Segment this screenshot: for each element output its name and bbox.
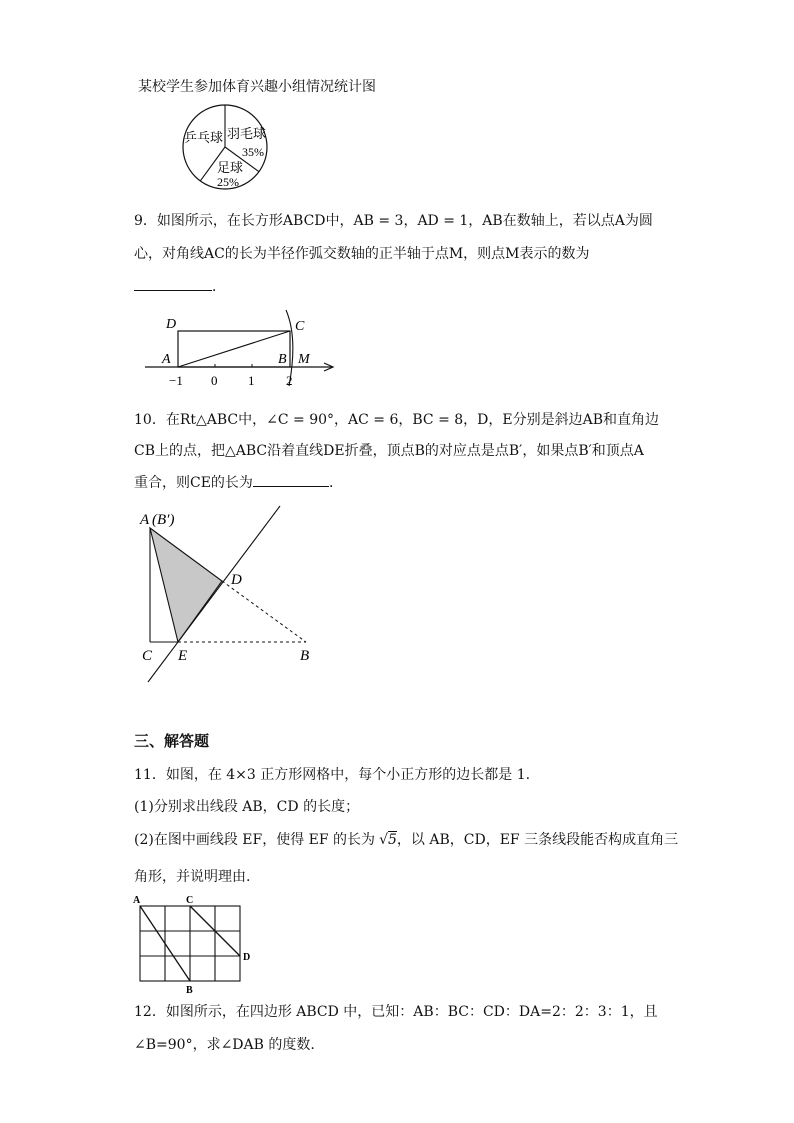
q11-line1: 11．如图，在 4×3 正方形网格中，每个小正方形的边长都是 1. xyxy=(134,767,531,783)
pie-label-pingpong: 乒乓球 xyxy=(184,130,224,145)
q10-figure xyxy=(136,502,336,690)
tick-label-1: 1 xyxy=(248,373,255,388)
pie-label-badminton-pct: 35% xyxy=(242,145,264,159)
label-d: D xyxy=(231,572,242,588)
q10-line2: CB上的点，把△ABC沿着直线DE折叠，顶点B的对应点是点B′，如果点B′和顶点A xyxy=(134,443,644,459)
section-title: 三、解答题 xyxy=(134,732,210,750)
label-b: B xyxy=(300,648,310,664)
q9-line1: 9．如图所示，在长方形ABCD中，AB = 3，AD = 1，AB在数轴上，若以点A为圆 xyxy=(134,213,653,229)
pie-label-football-pct: 25% xyxy=(217,175,239,189)
q10-line3-end: ． xyxy=(328,475,343,491)
q9-line3-end: ． xyxy=(212,279,226,295)
q12-line2: ∠B=90°，求∠DAB 的度数. xyxy=(134,1037,315,1053)
tick-label-2: 2 xyxy=(286,373,293,388)
tick-label-0: 0 xyxy=(211,373,218,388)
tick-label-neg1: −1 xyxy=(169,373,183,388)
q11-line4: 角形，并说明理由. xyxy=(134,869,251,885)
q10-line3 xyxy=(134,472,343,494)
q11-line3-start: (2)在图中画线段 EF，使得 EF 的长为 xyxy=(134,832,376,848)
q9-line2: 心，对角线AC的长为半径作弧交数轴的正半轴于点M，则点M表示的数为 xyxy=(134,246,590,262)
label-b: B xyxy=(278,352,287,367)
label-b: B xyxy=(186,985,193,996)
q11-line3-end: ，以 AB，CD，EF 三条线段能否构成直角三 xyxy=(396,832,679,848)
label-a: A xyxy=(133,895,141,906)
label-c: C xyxy=(186,895,194,906)
q11-grid-figure xyxy=(130,892,256,996)
label-c: C xyxy=(295,319,305,334)
q10-line3-start: 重合，则CE的长为 xyxy=(134,475,253,491)
pie-label-football: 足球 xyxy=(217,160,244,175)
label-e: E xyxy=(178,648,188,664)
q9-line3 xyxy=(134,276,226,298)
sqrt-symbol: √ xyxy=(379,832,388,848)
label-d: D xyxy=(166,317,177,332)
label-c: C xyxy=(142,648,153,664)
label-a: A xyxy=(140,512,150,528)
q10-answer-blank[interactable] xyxy=(253,472,329,487)
pie-chart-title: 某校学生参加体育兴趣小组情况统计图 xyxy=(138,79,376,95)
pie-chart xyxy=(180,100,270,192)
q11-line3 xyxy=(134,829,678,851)
pie-label-badminton: 羽毛球 xyxy=(227,126,267,141)
q12-line1: 12．如图所示，在四边形 ABCD 中，已知：AB：BC：CD：DA=2：2：3：1，且 xyxy=(134,1004,658,1020)
label-d: D xyxy=(243,952,251,963)
q10-line1: 10．在Rt△ABC中，∠C = 90°，AC = 6，BC = 8，D，E分别是斜边AB和直角边 xyxy=(134,412,660,428)
grid-lines xyxy=(140,906,240,981)
folded-triangle-shaded xyxy=(150,528,222,642)
sqrt-value: 5 xyxy=(387,832,397,848)
label-b-prime: (B′) xyxy=(152,512,175,528)
label-m: M xyxy=(298,352,310,367)
diagonal-ac xyxy=(178,331,290,367)
q9-figure xyxy=(140,308,340,390)
dashed-db xyxy=(222,581,306,642)
q11-line2: (1)分别求出线段 AB，CD 的长度； xyxy=(134,799,360,815)
q9-answer-blank[interactable] xyxy=(134,276,212,291)
label-a: A xyxy=(162,352,171,367)
